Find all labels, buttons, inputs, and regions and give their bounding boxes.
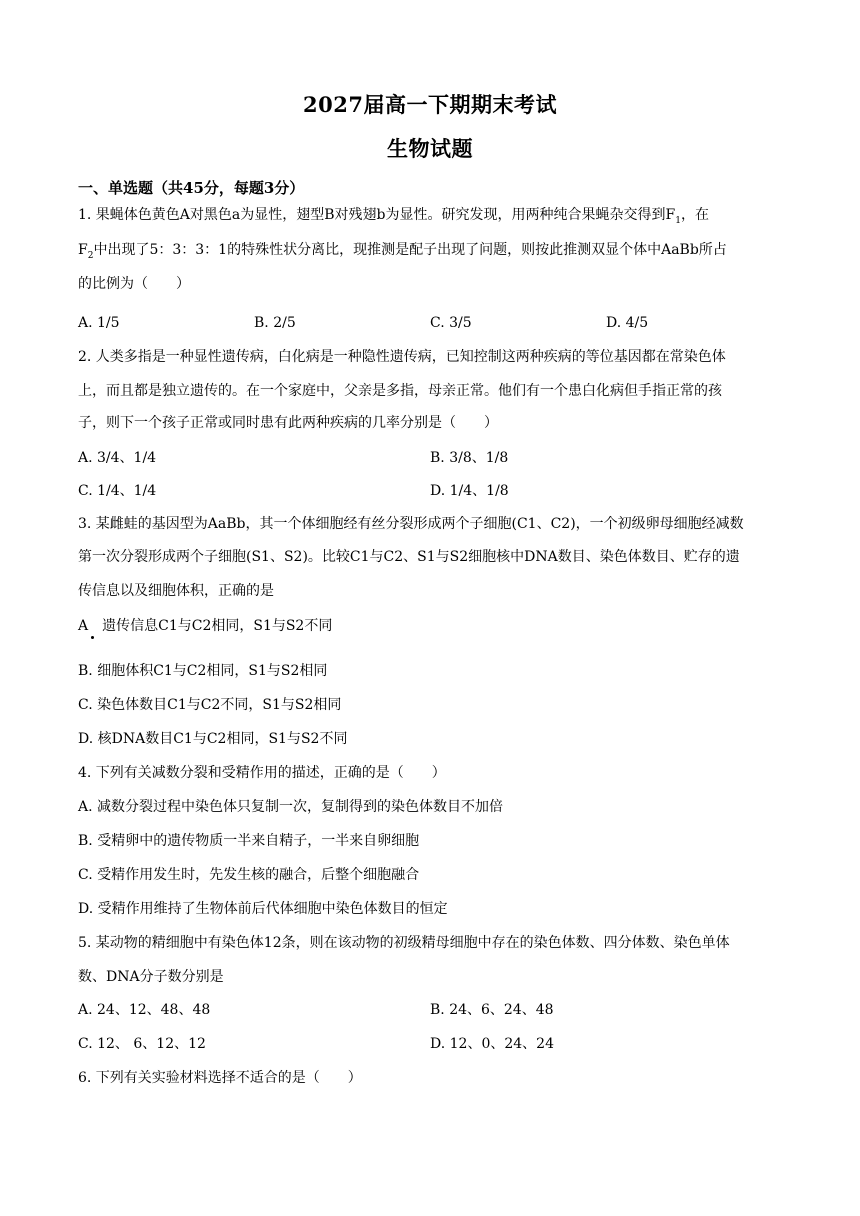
q4-option-c: C. 受精作用发生时，先发生核的融合，后整个细胞融合 (78, 867, 420, 883)
q3-option-c: C. 染色体数目C1与C2不同，S1与S2相同 (78, 697, 342, 713)
q5-option-b: B. 24、6、24、48 (430, 1002, 554, 1018)
q3-option-d: D. 核DNA数目C1与C2相同，S1与S2不同 (78, 731, 348, 747)
q4-option-b: B. 受精卵中的遗传物质一半来自精子，一半来自卵细胞 (78, 833, 420, 849)
q1-line-3: 的比例为（ ） (78, 276, 190, 292)
exam-title: 2027届高一下期期末考试 (303, 92, 557, 117)
q2-line-2: 上，而且都是独立遗传的。在一个家庭中，父亲是多指，母亲正常。他们有一个患白化病但手指正常的孩 (78, 383, 722, 399)
q2-option-a: A. 3/4、1/4 (78, 450, 157, 466)
q4-line-1: 4. 下列有关减数分裂和受精作用的描述，正确的是（ ） (78, 765, 446, 781)
exam-subtitle: 生物试题 (387, 136, 473, 161)
q2-line-1: 2. 人类多指是一种显性遗传病，白化病是一种隐性遗传病，已知控制这两种疾病的等位基因都在常染色体 (78, 349, 726, 365)
section-heading: 一、单选题（共45分，每题3分） (78, 179, 305, 197)
q3-line-1: 3. 某雌蛙的基因型为AaBb，其一个体细胞经有丝分裂形成两个子细胞(C1、C2)，一个初级卵母细胞经减数 (78, 516, 744, 532)
q1-option-c: C. 3/5 (430, 315, 472, 331)
q3-line-2: 第一次分裂形成两个子细胞(S1、S2)。比较C1与C2、S1与S2细胞核中DNA数目、染色体数目、贮存的遗 (78, 549, 740, 565)
dot-mark (91, 636, 94, 639)
q5-option-c: C. 12、 6、12、12 (78, 1036, 206, 1052)
q1-option-b: B. 2/5 (254, 315, 296, 331)
q5-option-d: D. 12、0、24、24 (430, 1036, 554, 1052)
q4-option-a: A. 减数分裂过程中染色体只复制一次，复制得到的染色体数目不加倍 (78, 799, 504, 815)
q5-line-2: 数、DNA分子数分别是 (78, 969, 224, 985)
q2-option-b: B. 3/8、1/8 (430, 450, 509, 466)
q2-option-c: C. 1/4、1/4 (78, 483, 157, 499)
q5-line-1: 5. 某动物的精细胞中有染色体12条，则在该动物的初级精母细胞中存在的染色体数、四分体数、染色单体 (78, 935, 730, 951)
q1-line-2: $F_2$中出现了5：3：3：1的特殊性状分离比，现推测是配子出现了问题，则按此推测双显个体中AaBb所占 (78, 242, 727, 261)
q5-option-a: A. 24、12、48、48 (78, 1002, 211, 1018)
q2-option-d: D. 1/4、1/8 (430, 483, 509, 499)
q1-option-d: D. 4/5 (606, 315, 649, 331)
q1-line-1: 1. 果蝇体色黄色A对黑色a为显性，翅型B对残翅b为显性。研究发现，用两种纯合果蝇杂交得到$F_1$，在 (78, 207, 709, 226)
q1-option-a: A. 1/5 (78, 315, 120, 331)
q2-line-3: 子，则下一个孩子正常或同时患有此两种疾病的几率分别是（ ） (78, 415, 498, 431)
q3-option-a: A 遗传信息C1与C2相同，S1与S2不同 (78, 618, 333, 634)
q6-line-1: 6. 下列有关实验材料选择不适合的是（ ） (78, 1070, 362, 1086)
q3-option-b: B. 细胞体积C1与C2相同，S1与S2相同 (78, 663, 328, 679)
q4-option-d: D. 受精作用维持了生物体前后代体细胞中染色体数目的恒定 (78, 901, 448, 917)
q3-line-3: 传信息以及细胞体积，正确的是 (78, 583, 274, 599)
